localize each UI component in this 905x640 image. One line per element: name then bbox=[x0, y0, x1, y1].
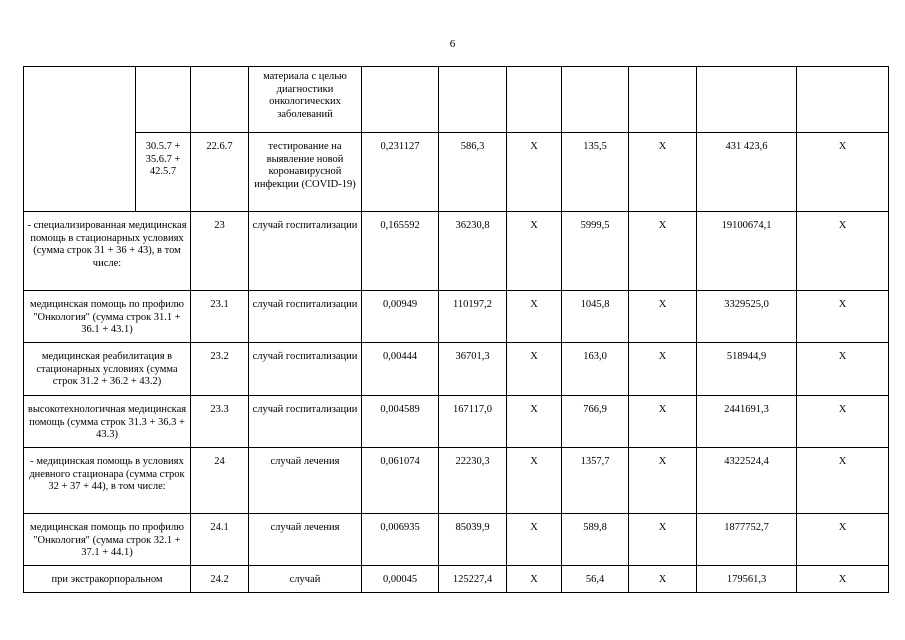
row-financing: 1357,7 bbox=[562, 448, 629, 514]
row-financing: 135,5 bbox=[562, 133, 629, 212]
row-x-2 bbox=[629, 67, 697, 133]
row-line-number bbox=[191, 67, 249, 133]
row-line-number: 24 bbox=[191, 448, 249, 514]
row-total: 518944,9 bbox=[697, 343, 797, 396]
row-x-3 bbox=[797, 67, 889, 133]
row-norm: 0,231127 bbox=[362, 133, 439, 212]
table-row bbox=[24, 448, 889, 514]
row-x-3: X bbox=[797, 212, 889, 291]
row-line-number: 24.2 bbox=[191, 566, 249, 593]
row-x-1: X bbox=[507, 343, 562, 396]
row-x-3: X bbox=[797, 133, 889, 212]
row-x-1: X bbox=[507, 212, 562, 291]
row-norm: 0,004589 bbox=[362, 396, 439, 448]
row-x-1: X bbox=[507, 291, 562, 343]
row-unit: случай госпитализации bbox=[249, 343, 362, 396]
row-line-number: 23 bbox=[191, 212, 249, 291]
row-cost: 167117,0 bbox=[439, 396, 507, 448]
row-total: 19100674,1 bbox=[697, 212, 797, 291]
row-financing: 1045,8 bbox=[562, 291, 629, 343]
row-name bbox=[24, 67, 136, 212]
row-x-2: X bbox=[629, 396, 697, 448]
table-row bbox=[24, 212, 889, 291]
row-norm: 0,00444 bbox=[362, 343, 439, 396]
financing-table bbox=[23, 66, 889, 593]
row-financing bbox=[562, 67, 629, 133]
row-x-3: X bbox=[797, 514, 889, 566]
row-financing: 589,8 bbox=[562, 514, 629, 566]
row-financing: 163,0 bbox=[562, 343, 629, 396]
row-unit: случай госпитализации bbox=[249, 396, 362, 448]
row-cost: 36701,3 bbox=[439, 343, 507, 396]
row-total: 431 423,6 bbox=[697, 133, 797, 212]
row-financing: 5999,5 bbox=[562, 212, 629, 291]
row-name: - медицинская помощь в условиях дневного стационара (сумма строк 32 + 37 + 44), в том числе: bbox=[24, 448, 191, 514]
row-x-1: X bbox=[507, 514, 562, 566]
row-name: медицинская помощь по профилю "Онкология" (сумма строк 32.1 + 37.1 + 44.1) bbox=[24, 514, 191, 566]
row-total: 2441691,3 bbox=[697, 396, 797, 448]
page-number: 6 bbox=[449, 38, 456, 50]
row-name: - специализированная медицинская помощь в стационарных условиях (сумма строк 31 + 36 + 43), в том числе: bbox=[24, 212, 191, 291]
row-total: 3329525,0 bbox=[697, 291, 797, 343]
row-cost: 110197,2 bbox=[439, 291, 507, 343]
row-x-3: X bbox=[797, 448, 889, 514]
row-norm: 0,00045 bbox=[362, 566, 439, 593]
row-unit: случай госпитализации bbox=[249, 212, 362, 291]
row-x-2: X bbox=[629, 343, 697, 396]
row-x-1: X bbox=[507, 566, 562, 593]
table-row bbox=[24, 396, 889, 448]
row-unit: случай госпитализации bbox=[249, 291, 362, 343]
row-total bbox=[697, 67, 797, 133]
row-norm bbox=[362, 67, 439, 133]
row-unit: материала с целью диагностики онкологических заболеваний bbox=[249, 67, 362, 133]
row-cost bbox=[439, 67, 507, 133]
row-name: при экстракорпоральном bbox=[24, 566, 191, 593]
row-x-3: X bbox=[797, 343, 889, 396]
row-name: медицинская реабилитация в стационарных условиях (сумма строк 31.2 + 36.2 + 43.2) bbox=[24, 343, 191, 396]
row-norm: 0,006935 bbox=[362, 514, 439, 566]
row-cost: 22230,3 bbox=[439, 448, 507, 514]
row-norm: 0,00949 bbox=[362, 291, 439, 343]
row-total: 179561,3 bbox=[697, 566, 797, 593]
row-x-1: X bbox=[507, 396, 562, 448]
row-financing: 56,4 bbox=[562, 566, 629, 593]
row-subline: 30.5.7 + 35.6.7 + 42.5.7 bbox=[136, 133, 191, 212]
row-x-2: X bbox=[629, 514, 697, 566]
row-name: медицинская помощь по профилю "Онкология" (сумма строк 31.1 + 36.1 + 43.1) bbox=[24, 291, 191, 343]
table-row bbox=[24, 566, 889, 593]
row-subline bbox=[136, 67, 191, 133]
row-cost: 586,3 bbox=[439, 133, 507, 212]
table-row bbox=[24, 514, 889, 566]
row-total: 1877752,7 bbox=[697, 514, 797, 566]
row-unit: случай bbox=[249, 566, 362, 593]
row-line-number: 24.1 bbox=[191, 514, 249, 566]
row-unit: случай лечения bbox=[249, 514, 362, 566]
table-row bbox=[24, 133, 889, 212]
row-x-2: X bbox=[629, 291, 697, 343]
row-x-3: X bbox=[797, 566, 889, 593]
row-unit: случай лечения bbox=[249, 448, 362, 514]
table-row bbox=[24, 291, 889, 343]
row-x-2: X bbox=[629, 566, 697, 593]
row-line-number: 23.1 bbox=[191, 291, 249, 343]
row-name: высокотехнологичная медицинская помощь (сумма строк 31.3 + 36.3 + 43.3) bbox=[24, 396, 191, 448]
row-x-3: X bbox=[797, 291, 889, 343]
row-line-number: 22.6.7 bbox=[191, 133, 249, 212]
row-unit: тестирование на выявление новой коронавирусной инфекции (COVID-19) bbox=[249, 133, 362, 212]
row-cost: 125227,4 bbox=[439, 566, 507, 593]
row-norm: 0,061074 bbox=[362, 448, 439, 514]
row-financing: 766,9 bbox=[562, 396, 629, 448]
table-row bbox=[24, 343, 889, 396]
row-x-3: X bbox=[797, 396, 889, 448]
row-x-1: X bbox=[507, 448, 562, 514]
row-cost: 36230,8 bbox=[439, 212, 507, 291]
row-line-number: 23.2 bbox=[191, 343, 249, 396]
row-x-2: X bbox=[629, 133, 697, 212]
row-x-1 bbox=[507, 67, 562, 133]
table-row bbox=[24, 67, 889, 133]
row-line-number: 23.3 bbox=[191, 396, 249, 448]
row-total: 4322524,4 bbox=[697, 448, 797, 514]
row-x-2: X bbox=[629, 448, 697, 514]
row-cost: 85039,9 bbox=[439, 514, 507, 566]
row-x-1: X bbox=[507, 133, 562, 212]
row-x-2: X bbox=[629, 212, 697, 291]
row-norm: 0,165592 bbox=[362, 212, 439, 291]
